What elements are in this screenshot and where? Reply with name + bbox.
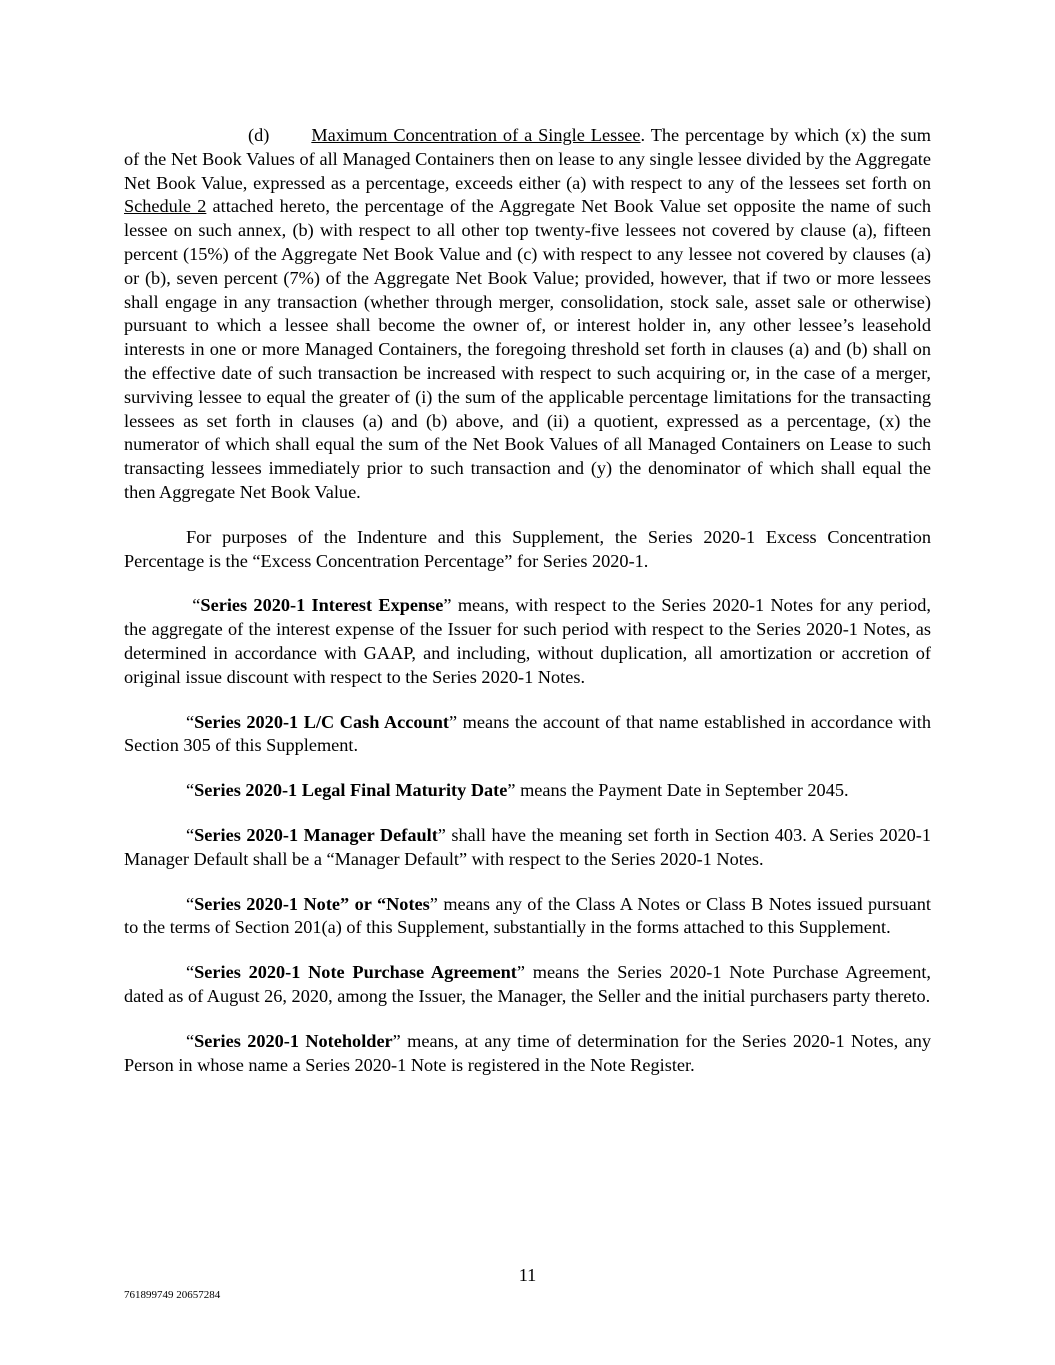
definition-text: ” means the Payment Date in September 2045.: [507, 780, 849, 801]
definition-text: ” means, with respect to the Series 2020-1 Notes for any period, the aggregate of the interest expense of the Issuer for such period with respect to the Series 2020-1 Notes, as determined in accordance with GAAP, and including, without duplication, all amortization or accretion of original issue discount with respect to the Series 2020-1 Notes.: [124, 595, 931, 687]
term-legal-final-maturity: Series 2020-1 Legal Final Maturity Date: [194, 780, 508, 801]
definition-note: “Series 2020-1 Note” or “Notes” means any of the Class A Notes or Class B Notes issued pursuant to the terms of Section 201(a) of this Supplement, substantially in the forms attached to this Supplement.: [124, 893, 931, 938]
section-d-paragraph: [124, 124, 931, 505]
term-manager-default: Series 2020-1 Manager Default: [194, 824, 438, 845]
document-id: 761899749 20657284: [124, 1289, 221, 1301]
document-body: [124, 124, 931, 1098]
definition-note-purchase-agreement: “Series 2020-1 Note Purchase Agreement” means the Series 2020-1 Note Purchase Agreement, dated as of August 26, 2020, among the Issuer, the Manager, the Seller and the initial purchasers party thereto.: [124, 962, 931, 1006]
definition-text: ” means, at any time of determination for the Series 2020-1 Notes, any Person in whose name a Series 2020-1 Note is registered in the Note Register.: [124, 1030, 931, 1075]
definition-interest-expense: “Series 2020-1 Interest Expense” means, with respect to the Series 2020-1 Notes for any period, the aggregate of the interest expense of the Issuer for such period with respect to the Series 2020-1 Notes, as determined in accordance with GAAP, and including, without duplication, all amortization or accretion of original issue discount with respect to the Series 2020-1 Notes.: [124, 595, 931, 687]
definition-text: ” means any of the Class A Notes or Class B Notes issued pursuant to the terms of Section 201(a) of this Supplement, substantially in the forms attached to this Supplement.: [124, 893, 931, 938]
term-interest-expense: Series 2020-1 Interest Expense: [200, 595, 444, 616]
term-lc-cash-account: Series 2020-1 L/C Cash Account: [194, 711, 449, 732]
definition-text: ” means the Series 2020-1 Note Purchase Agreement, dated as of August 26, 2020, among the Issuer, the Manager, the Seller and the initial purchasers party thereto.: [124, 962, 931, 1006]
term-notes: Notes: [386, 893, 430, 914]
section-d-marker: (d): [248, 125, 270, 145]
page-number: 11: [518, 1265, 537, 1285]
definition-text: ” shall have the meaning set forth in Section 403. A Series 2020-1 Manager Default shall be a “Manager Default” with respect to the Series 2020-1 Notes.: [124, 824, 931, 869]
schedule-2-reference: Schedule 2: [124, 196, 207, 217]
definition-text: ” means the account of that name established in accordance with Section 305 of this Supplement.: [124, 711, 931, 756]
term-note: Series 2020-1 Note: [194, 893, 341, 914]
definition-manager-default: “Series 2020-1 Manager Default” shall have the meaning set forth in Section 403. A Series 2020-1 Manager Default shall be a “Manager Default” with respect to the Series 2020-1 Notes.: [124, 824, 931, 869]
section-d-text-1: . The percentage by which (x) the sum of the Net Book Values of all Managed Containers then on lease to any single lessee divided by the Aggregate Net Book Value, expressed as a percentage, exceeds either (a) with respect to any of the lessees set forth on: [124, 125, 931, 193]
section-d-heading: Maximum Concentration of a Single Lessee: [311, 125, 641, 145]
term-noteholder: Series 2020-1 Noteholder: [194, 1030, 393, 1051]
term-note-purchase-agreement: Series 2020-1 Note Purchase Agreement: [194, 962, 517, 983]
term-connector: ” or “: [340, 893, 387, 914]
purposes-paragraph: For purposes of the Indenture and this Supplement, the Series 2020-1 Excess Concentration Percentage is the “Excess Concentration Percentage” for Series 2020-1.: [124, 526, 931, 571]
definition-legal-final-maturity: “Series 2020-1 Legal Final Maturity Date” means the Payment Date in September 2045.: [186, 780, 849, 801]
definition-noteholder: “Series 2020-1 Noteholder” means, at any time of determination for the Series 2020-1 Notes, any Person in whose name a Series 2020-1 Note is registered in the Note Register.: [124, 1030, 931, 1075]
section-d-text-2: attached hereto, the percentage of the Aggregate Net Book Value set opposite the name of such lessee on such annex, (b) with respect to all other top twenty-five lessees not covered by clause (a), fifteen percent (15%) of the Aggregate Net Book Value and (c) with respect to any lessee not covered by clauses (a) or (b), seven percent (7%) of the Aggregate Net Book Value; provided, however, that if two or more lessees shall engage in any transaction (whether through merger, consolidation, stock sale, asset sale or otherwise) pursuant to which a lessee shall become the owner of, or interest holder in, any other lessee’s leasehold interests in one or more Managed Containers, the foregoing threshold set forth in clauses (a) and (b) shall on the effective date of such transaction be increased with respect to such acquiring or, in the case of a merger, surviving lessee to equal the greater of (i) the sum of the applicable percentage limitations for the transacting lessees as set forth in clauses (a) and (b) above, and (ii) a quotient, expressed as a percentage, (x) the numerator of which shall equal the sum of the Net Book Values of all Managed Containers on Lease to such transacting lessees immediately prior to such transaction and (y) the denominator of which shall equal the then Aggregate Net Book Value.: [124, 196, 931, 502]
definition-lc-cash-account: “Series 2020-1 L/C Cash Account” means the account of that name established in accordance with Section 305 of this Supplement.: [124, 711, 931, 756]
